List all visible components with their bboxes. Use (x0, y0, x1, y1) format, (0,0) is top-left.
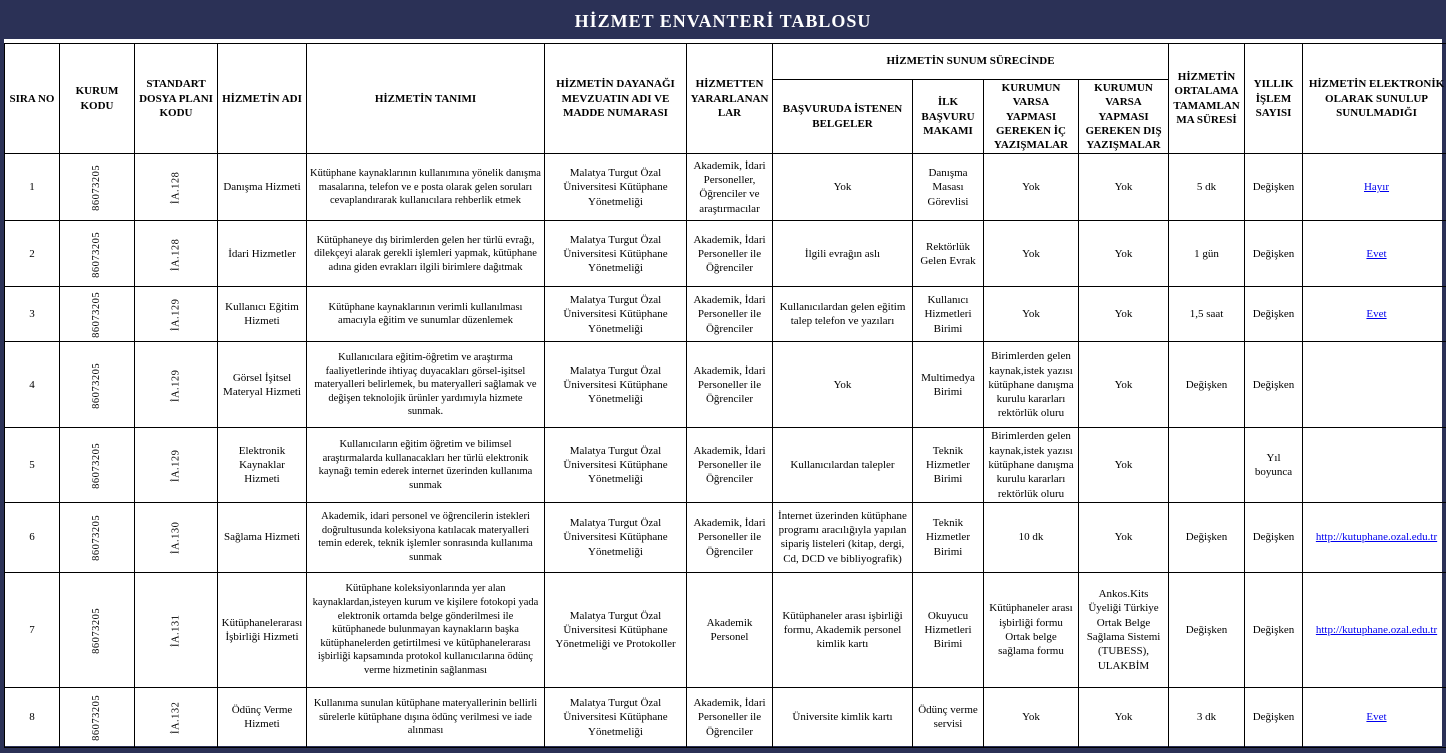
cell-sure: 1 gün (1169, 221, 1245, 287)
table-row (5, 428, 1446, 502)
cell-yararlananlar: Akademik, İdari Personeller ile Öğrenciler (687, 687, 773, 747)
cell-elektronik (1303, 342, 1446, 428)
cell-sure (1169, 428, 1245, 502)
cell-hizmet-adi: Kütüphanelerarası İşbirliği Hizmeti (218, 572, 307, 687)
cell-yararlananlar: Akademik, İdari Personeller ile Öğrenciler (687, 287, 773, 342)
dosya-plani-vertical-text: İA.129 (170, 369, 182, 402)
cell-yillik: Değişken (1245, 342, 1303, 428)
cell-sure: Değişken (1169, 342, 1245, 428)
cell-tanim: Kullanıcılara eğitim-öğretim ve araştırma faaliyetlerinde ihtiyaç duyacakları görsel-işitsel materyalleri belirlemek, bu materyalleri sağlamak ve değişen teknolojik ürünler yardımıyla hizmete sunmak. (307, 342, 545, 428)
cell-dosya-plani (135, 154, 218, 221)
col-header-ilk-basvuru: İLK BAŞVURU MAKAMI (913, 80, 984, 154)
cell-sira-no: 8 (5, 687, 60, 747)
cell-dosya-plani (135, 342, 218, 428)
cell-dosya-plani (135, 221, 218, 287)
cell-tanim: Akademik, idari personel ve öğrencilerin istekleri doğrultusunda koleksiyona katılacak materyalleri temin ederek, teknik işlemler sonrasında kullanıma sunmak (307, 502, 545, 572)
kurum-kodu-vertical-text: 86073205 (91, 231, 103, 278)
cell-ic-yazisma: Birimlerden gelen kaynak,istek yazısı kütüphane danışma kurulu kararları rektörlük oluru (984, 342, 1079, 428)
cell-sure: 3 dk (1169, 687, 1245, 747)
cell-elektronik (1303, 572, 1446, 687)
kurum-kodu-vertical-text: 86073205 (91, 362, 103, 409)
cell-ilk-basvuru: Okuyucu Hizmetleri Birimi (913, 572, 984, 687)
cell-ic-yazisma: Yok (984, 287, 1079, 342)
cell-dis-yazisma: Yok (1079, 342, 1169, 428)
cell-tanim: Kütüphane koleksiyonlarında yer alan kaynaklardan,isteyen kurum ve kişilere fotokopi yada elektronik ortamda belge gönderilmesi ile kütüphanede bulunmayan kaynakların başka kütüphanelerden getirtilmesi ve kütüphanelerarası işbirliği kapsamında protokol kullanıcılarına ödünç verme hizmetinin sağlanması (307, 572, 545, 687)
cell-belgeler: Kullanıcılardan gelen eğitim talep telefon ve yazıları (773, 287, 913, 342)
elektronik-link[interactable]: Evet (1366, 247, 1387, 260)
cell-belgeler: Üniversite kimlik kartı (773, 687, 913, 747)
cell-elektronik (1303, 502, 1446, 572)
cell-ilk-basvuru: Rektörlük Gelen Evrak (913, 221, 984, 287)
dosya-plani-vertical-text: İA.129 (170, 298, 182, 332)
col-header-kurum-kodu: KURUM KODU (60, 44, 135, 154)
cell-belgeler: Yok (773, 342, 913, 428)
cell-dis-yazisma: Yok (1079, 687, 1169, 747)
cell-sira-no: 5 (5, 428, 60, 502)
cell-ic-yazisma: Yok (984, 221, 1079, 287)
table-row (5, 572, 1446, 687)
col-header-dosya-plani: STANDART DOSYA PLANI KODU (135, 44, 218, 154)
dosya-plani-vertical-text: İA.129 (170, 449, 182, 482)
table-row (5, 287, 1446, 342)
cell-mevzuat: Malatya Turgut Özal Üniversitesi Kütüphane Yönetmeliği (545, 287, 687, 342)
cell-yillik: Değişken (1245, 502, 1303, 572)
cell-yararlananlar: Akademik, İdari Personeller ile Öğrenciler (687, 342, 773, 428)
cell-ic-yazisma: Kütüphaneler arası işbirliği formu Ortak belge sağlama formu (984, 572, 1079, 687)
cell-dis-yazisma: Yok (1079, 287, 1169, 342)
col-group-header-sunum-surecinde: HİZMETİN SUNUM SÜRECİNDE (773, 44, 1169, 80)
cell-tanim: Kullanıma sunulan kütüphane materyallerinin bellirli sürelerle kütüphane dışına ödünç verilmesi ve iade alınması (307, 687, 545, 747)
cell-kurum-kodu (60, 502, 135, 572)
cell-sure: 5 dk (1169, 154, 1245, 221)
col-header-mevzuat: HİZMETİN DAYANAĞI MEVZUATIN ADI VE MADDE NUMARASI (545, 44, 687, 154)
dosya-plani-vertical-text: İA.131 (170, 614, 182, 647)
cell-ic-yazisma: Yok (984, 687, 1079, 747)
cell-hizmet-adi: Kullanıcı Eğitim Hizmeti (218, 287, 307, 342)
cell-yararlananlar: Akademik, İdari Personeller, Öğrenciler ve araştırmacılar (687, 154, 773, 221)
cell-kurum-kodu (60, 572, 135, 687)
cell-ilk-basvuru: Multimedya Birimi (913, 342, 984, 428)
cell-belgeler: Kütüphaneler arası işbirliği formu, Akademik personel kimlik kartı (773, 572, 913, 687)
kurum-kodu-vertical-text: 86073205 (91, 442, 103, 489)
cell-sure: Değişken (1169, 572, 1245, 687)
dosya-plani-vertical-text: İA.128 (170, 238, 182, 271)
cell-mevzuat: Malatya Turgut Özal Üniversitesi Kütüphane Yönetmeliği ve Protokoller (545, 572, 687, 687)
cell-elektronik (1303, 687, 1446, 747)
dosya-plani-vertical-text: İA.128 (170, 171, 182, 205)
cell-mevzuat: Malatya Turgut Özal Üniversitesi Kütüphane Yönetmeliği (545, 428, 687, 502)
cell-dis-yazisma: Yok (1079, 502, 1169, 572)
page-title: HİZMET ENVANTERİ TABLOSU (4, 3, 1442, 39)
col-header-belgeler: BAŞVURUDA İSTENEN BELGELER (773, 80, 913, 154)
cell-dosya-plani (135, 502, 218, 572)
cell-ilk-basvuru: Danışma Masası Görevlisi (913, 154, 984, 221)
cell-yillik: Değişken (1245, 687, 1303, 747)
kurum-kodu-vertical-text: 86073205 (91, 694, 103, 741)
cell-dosya-plani (135, 572, 218, 687)
col-header-ic-yazisma: KURUMUN VARSA YAPMASI GEREKEN İÇ YAZIŞMALAR (984, 80, 1079, 154)
cell-ilk-basvuru: Kullanıcı Hizmetleri Birimi (913, 287, 984, 342)
cell-ilk-basvuru: Teknik Hizmetler Birimi (913, 428, 984, 502)
cell-ic-yazisma: 10 dk (984, 502, 1079, 572)
cell-hizmet-adi: Ödünç Verme Hizmeti (218, 687, 307, 747)
cell-sira-no: 4 (5, 342, 60, 428)
cell-dis-yazisma: Ankos.Kits Üyeliği Türkiye Ortak Belge Sağlama Sistemi (TUBESS), ULAKBİM (1079, 572, 1169, 687)
col-header-yararlananlar: HİZMETTEN YARARLANANLAR (687, 44, 773, 154)
col-header-sira-no: SIRA NO (5, 44, 60, 154)
cell-sure: 1,5 saat (1169, 287, 1245, 342)
col-header-hizmet-adi: HİZMETİN ADI (218, 44, 307, 154)
cell-yararlananlar: Akademik Personel (687, 572, 773, 687)
cell-mevzuat: Malatya Turgut Özal Üniversitesi Kütüphane Yönetmeliği (545, 502, 687, 572)
elektronik-link[interactable]: Hayır (1363, 181, 1390, 194)
cell-hizmet-adi: İdari Hizmetler (218, 221, 307, 287)
cell-dis-yazisma: Yok (1079, 154, 1169, 221)
cell-hizmet-adi: Elektronik Kaynaklar Hizmeti (218, 428, 307, 502)
col-header-elektronik: HİZMETİN ELEKTRONİK OLARAK SUNULUP SUNULMADIĞI (1303, 44, 1446, 154)
dosya-plani-vertical-text: İA.132 (170, 701, 182, 735)
cell-sira-no: 2 (5, 221, 60, 287)
cell-ilk-basvuru: Teknik Hizmetler Birimi (913, 502, 984, 572)
dosya-plani-vertical-text: İA.130 (170, 521, 182, 555)
cell-dosya-plani (135, 687, 218, 747)
elektronik-link[interactable]: http://kutuphane.ozal.edu.tr (1315, 531, 1438, 544)
cell-sira-no: 7 (5, 572, 60, 687)
col-header-tanim: HİZMETİN TANIMI (307, 44, 545, 154)
cell-ic-yazisma: Yok (984, 154, 1079, 221)
cell-belgeler: Yok (773, 154, 913, 221)
table-row (5, 502, 1446, 572)
service-inventory-table (4, 43, 1446, 748)
cell-dosya-plani (135, 428, 218, 502)
cell-belgeler: Kullanıcılardan talepler (773, 428, 913, 502)
cell-hizmet-adi: Sağlama Hizmeti (218, 502, 307, 572)
cell-sira-no: 3 (5, 287, 60, 342)
cell-dis-yazisma: Yok (1079, 221, 1169, 287)
cell-yillik: Değişken (1245, 287, 1303, 342)
table-row (5, 687, 1446, 747)
cell-kurum-kodu (60, 154, 135, 221)
elektronik-link[interactable]: Evet (1366, 711, 1387, 724)
table-row (5, 154, 1446, 221)
cell-tanim: Kütüphane kaynaklarının kullanımına yönelik danışma masalarına, telefon ve e posta olarak gelen soruları cevaplandırarak kullanıcılara rehberlik etmek (307, 154, 545, 221)
cell-ic-yazisma: Birimlerden gelen kaynak,istek yazısı kütüphane danışma kurulu kararları rektörlük oluru (984, 428, 1079, 502)
cell-tanim: Kütüphane kaynaklarının verimli kullanılması amacıyla eğitim ve sunumlar düzenlemek (307, 287, 545, 342)
kurum-kodu-vertical-text: 86073205 (91, 607, 103, 654)
table-row (5, 342, 1446, 428)
cell-kurum-kodu (60, 687, 135, 747)
cell-hizmet-adi: Danışma Hizmeti (218, 154, 307, 221)
cell-hizmet-adi: Görsel İşitsel Materyal Hizmeti (218, 342, 307, 428)
kurum-kodu-vertical-text: 86073205 (91, 164, 103, 211)
col-header-yillik: YILLIK İŞLEM SAYISI (1245, 44, 1303, 154)
cell-kurum-kodu (60, 428, 135, 502)
cell-elektronik (1303, 221, 1446, 287)
cell-elektronik (1303, 154, 1446, 221)
cell-yararlananlar: Akademik, İdari Personeller ile Öğrenciler (687, 221, 773, 287)
cell-mevzuat: Malatya Turgut Özal Üniversitesi Kütüphane Yönetmeliği (545, 342, 687, 428)
elektronik-link[interactable]: http://kutuphane.ozal.edu.tr (1315, 623, 1438, 636)
cell-tanim: Kullanıcıların eğitim öğretim ve bilimsel araştırmalarda kullanacakları her türlü elektronik kaynağı temin ederek internet üzerinden kullanıma sunmak (307, 428, 545, 502)
cell-yillik: Değişken (1245, 221, 1303, 287)
cell-belgeler: İlgili evrağın aslı (773, 221, 913, 287)
cell-yararlananlar: Akademik, İdari Personeller ile Öğrenciler (687, 428, 773, 502)
cell-sira-no: 1 (5, 154, 60, 221)
col-header-dis-yazisma: KURUMUN VARSA YAPMASI GEREKEN DIŞ YAZIŞMALAR (1079, 80, 1169, 154)
kurum-kodu-vertical-text: 86073205 (91, 291, 103, 338)
cell-elektronik (1303, 287, 1446, 342)
cell-yararlananlar: Akademik, İdari Personeller ile Öğrenciler (687, 502, 773, 572)
cell-yillik: Değişken (1245, 572, 1303, 687)
kurum-kodu-vertical-text: 86073205 (91, 514, 103, 561)
cell-kurum-kodu (60, 287, 135, 342)
cell-ilk-basvuru: Ödünç verme servisi (913, 687, 984, 747)
cell-dosya-plani (135, 287, 218, 342)
cell-sira-no: 6 (5, 502, 60, 572)
cell-dis-yazisma: Yok (1079, 428, 1169, 502)
cell-yillik: Değişken (1245, 154, 1303, 221)
cell-tanim: Kütüphaneye dış birimlerden gelen her türlü evrağı, dilekçeyi alarak gerekli işlemleri yapmak, kütüphane adına giden evrakları ilgili birimlere dağıtmak (307, 221, 545, 287)
cell-kurum-kodu (60, 221, 135, 287)
cell-mevzuat: Malatya Turgut Özal Üniversitesi Kütüphane Yönetmeliği (545, 154, 687, 221)
cell-elektronik (1303, 428, 1446, 502)
cell-sure: Değişken (1169, 502, 1245, 572)
cell-yillik: Yıl boyunca (1245, 428, 1303, 502)
cell-belgeler: İnternet üzerinden kütüphane programı aracılığıyla yapılan sipariş listeleri (kitap, dergi, Cd, DCD ve bibliyografik) (773, 502, 913, 572)
cell-mevzuat: Malatya Turgut Özal Üniversitesi Kütüphane Yönetmeliği (545, 221, 687, 287)
cell-kurum-kodu (60, 342, 135, 428)
cell-mevzuat: Malatya Turgut Özal Üniversitesi Kütüphane Yönetmeliği (545, 687, 687, 747)
col-header-sure: HİZMETİN ORTALAMA TAMAMLANMA SÜRESİ (1169, 44, 1245, 154)
table-row (5, 221, 1446, 287)
elektronik-link[interactable]: Evet (1366, 308, 1387, 321)
